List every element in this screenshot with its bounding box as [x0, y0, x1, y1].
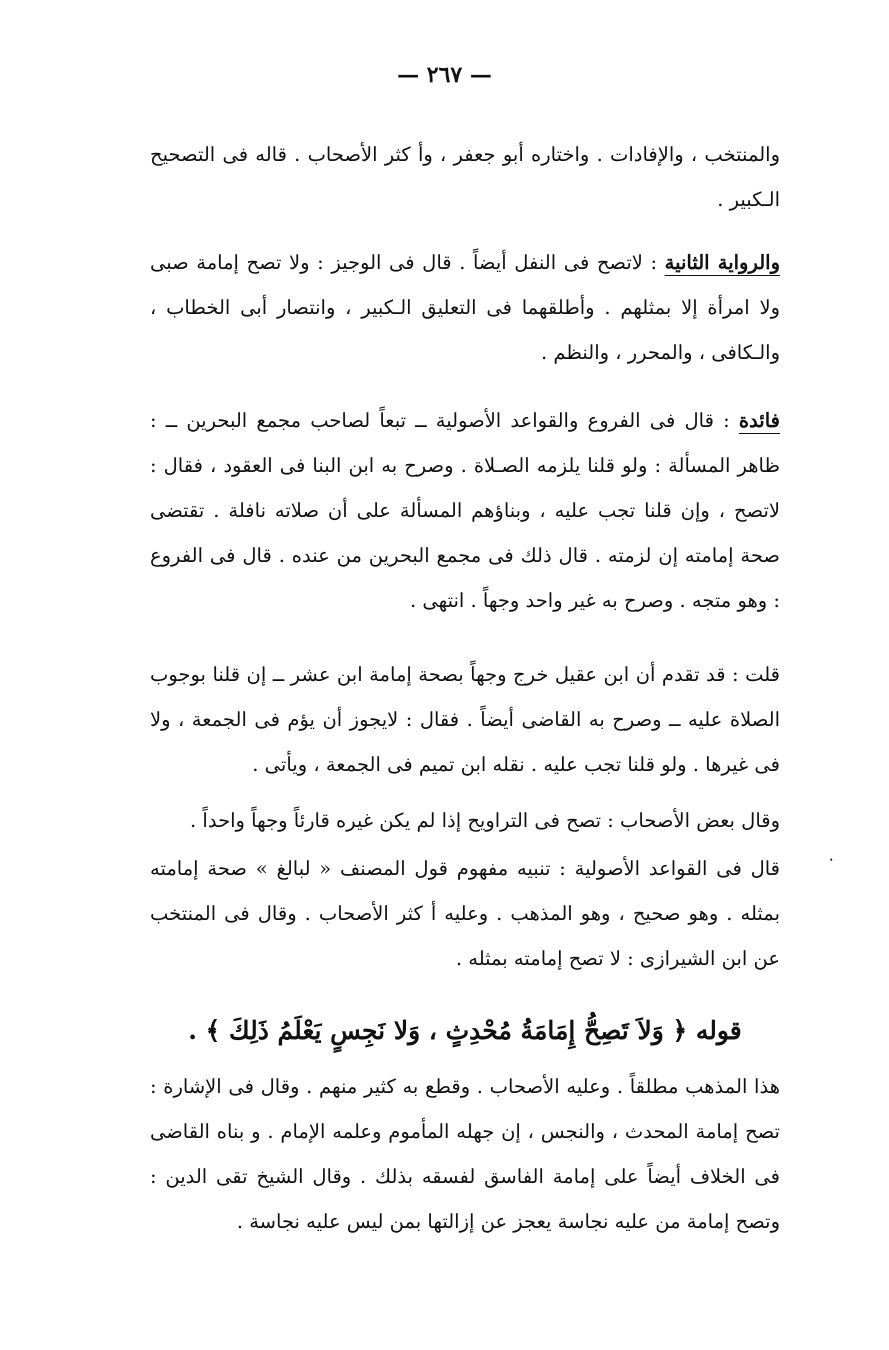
- paragraph-3-term: فائدة: [738, 409, 780, 432]
- paragraph-2: [150, 240, 780, 375]
- paragraph-2-body: : لاتصح فى النفل أيضاً . قال فى الوجيز : ولا تصح إمامة صبى ولا امرأة إلا بمثلهم . وأطلقهما فى التعليق الـكبير ، وانتصار أبى الخطاب ، والـكافى ، والمحرر ، والنظم .: [150, 251, 780, 364]
- paragraph-5: وقال بعض الأصحاب : تصح فى التراويح إذا لم يكن غيره قارئاً وجهاً واحداً .: [190, 809, 780, 832]
- paragraph-4: قلت : قد تقدم أن ابن عقيل خرج وجهاً بصحة إمامة ابن عشر ــ إن قلنا بوجوب الصلاة عليه ــ وصرح به القاضى أيضاً . فقال : لايجوز أن يؤم فى الجمعة ، ولا فى غيرها . ولو قلنا تجب عليه . نقله ابن تميم فى الجمعة ، ويأتى .: [150, 663, 780, 776]
- section-heading: قوله ﴿ وَلاَ تَصِحُّ إِمَامَةُ مُحْدِثٍ ، وَلا نَجِسٍ يَعْلَمُ ذَلِكَ ﴾ .: [188, 1016, 742, 1045]
- paragraph-3-body: : قال فى الفروع والقواعد الأصولية ــ تبعاً لصاحب مجمع البحرين ــ : ظاهر المسألة : ولو قلنا يلزمه الصـلاة . وصرح به ابن البنا فى العقود ، فقال : لاتصح ، وإن قلنا تجب عليه ، وبناؤهم المسألة على أن صلاته نافلة . تقتضى صحة إمامته إن لزمته . قال ذلك فى مجمع البحرين من عنده . قال فى الفروع : وهو متجه . وصرح به غير واحد وجهاً . انتهى .: [150, 409, 780, 612]
- page-number: — ٢٦٧ —: [397, 62, 492, 88]
- margin-mark: ٠: [828, 852, 835, 866]
- paragraph-7: هذا المذهب مطلقاً . وعليه الأصحاب . وقطع به كثير منهم . وقال فى الإشارة : تصح إمامة المحدث ، والنجس ، إن جهله المأموم وعلمه الإمام . و بناه القاضى فى الخلاف أيضاً على إمامة الفاسق لفسقه بذلك . وقال الشيخ تقى الدين : وتصح إمامة من عليه نجاسة يعجز عن إزالتها بمن ليس عليه نجاسة .: [150, 1075, 780, 1233]
- paragraph-2-term: والرواية الثانية: [664, 251, 780, 274]
- paragraph-6: قال فى القواعد الأصولية : تنبيه مفهوم قول المصنف « لبالغ » صحة إمامته بمثله . وهو صحيح ، وهو المذهب . وعليه أ كثر الأصحاب . وقال فى المنتخب عن ابن الشيرازى : لا تصح إمامته بمثله .: [150, 857, 780, 970]
- paragraph-3: [150, 398, 780, 623]
- paragraph-1: والمنتخب ، والإفادات . واختاره أبو جعفر ، وأ كثر الأصحاب . قاله فى التصحيح الـكبير .: [150, 143, 780, 211]
